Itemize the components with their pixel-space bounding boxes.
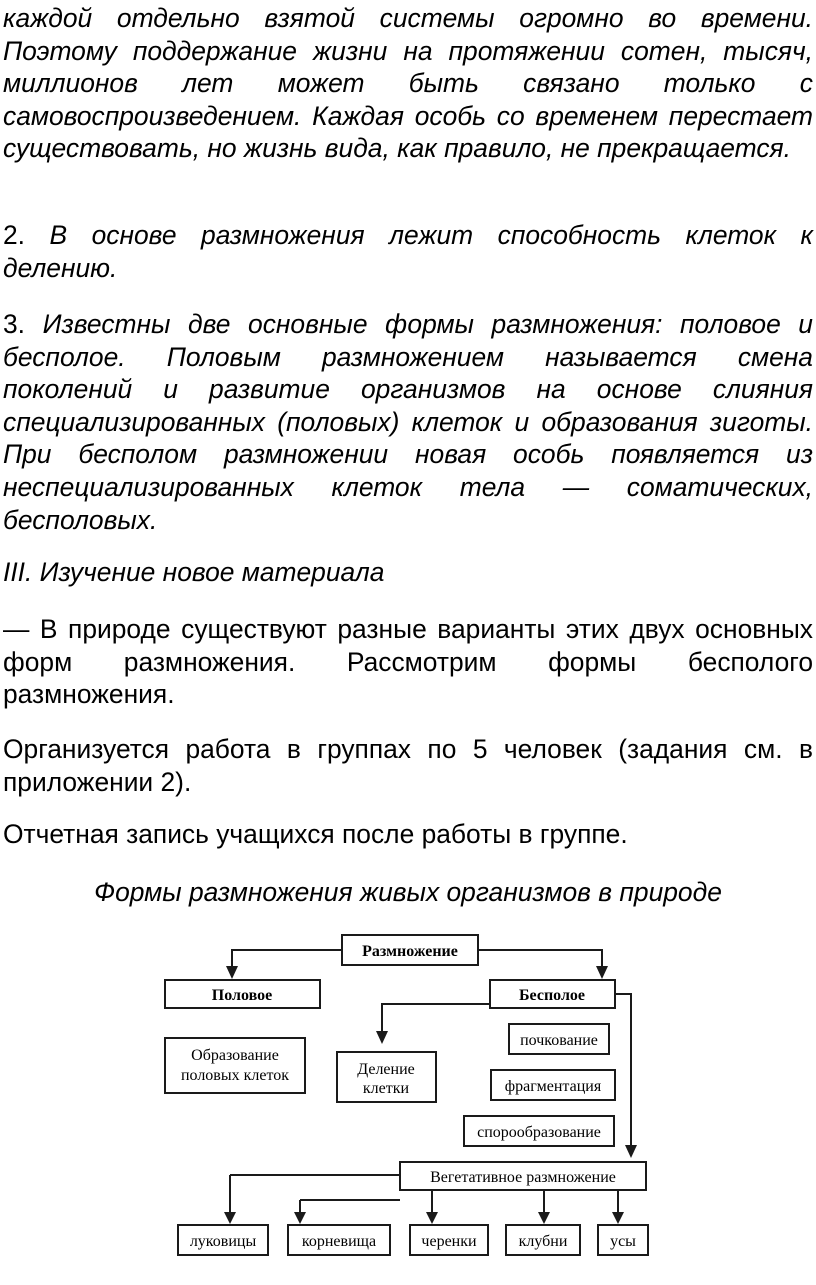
paragraph-intro: — В природе существуют разные варианты этих двух основных форм размножения. Рассмотрим формы бесполого размножения. (3, 614, 813, 710)
node-sexual-label: Половое (211, 987, 273, 1004)
node-reproduction-label: Размножение (362, 943, 458, 960)
node-gametes (165, 1038, 305, 1093)
node-runners (598, 1225, 648, 1255)
node-division-label-2: клетки (362, 1080, 410, 1097)
paragraph-number: 2. (3, 220, 26, 250)
node-rhizomes (288, 1225, 390, 1255)
node-reproduction (342, 935, 478, 965)
node-bulbs-label: луковицы (189, 1233, 257, 1250)
node-cuttings (410, 1225, 488, 1255)
node-gametes-label-1: Образование (191, 1047, 279, 1064)
node-sporulation (464, 1116, 614, 1146)
node-tubers (506, 1225, 580, 1255)
node-budding-label: почкование (520, 1032, 598, 1049)
node-cuttings-label: черенки (421, 1233, 477, 1250)
node-sexual (165, 980, 320, 1008)
node-division-label-1: Деление (357, 1061, 415, 1078)
node-fragmentation-label: фрагментация (504, 1078, 602, 1095)
node-fragmentation (491, 1070, 615, 1100)
paragraph-text: Известны две основные формы размножения: половое и бесполое. Половым размножением называется смена поколений и развитие организмов на основе слияния специализированных (половых) клеток и образования зиготы. При бесполом размножении новая особь появляется из неспециализированных клеток тела — соматических, бесполовых. (3, 309, 813, 535)
node-tubers-label: клубни (518, 1233, 568, 1250)
node-runners-label: усы (610, 1233, 636, 1250)
node-gametes-label-2: половых клеток (180, 1067, 290, 1084)
paragraph-report: Отчетная запись учащихся после работы в группе. (3, 819, 628, 849)
node-vegetative (400, 1162, 646, 1190)
node-sporulation-label: спорообразование (477, 1124, 601, 1141)
node-rhizomes-label: корневища (301, 1233, 377, 1250)
paragraph-number: 3. (3, 309, 26, 339)
node-bulbs (178, 1225, 268, 1255)
node-asexual (490, 980, 615, 1008)
diagram-caption: Формы размножения живых организмов в природе (94, 877, 722, 907)
node-asexual-label: Бесполое (518, 987, 586, 1004)
paragraph-group-work: Организуется работа в группах по 5 человек (задания см. в приложении 2). (3, 734, 813, 797)
section-heading: III. Изучение новое материала (3, 557, 385, 587)
paragraph-self-reproduction: каждой отдельно взятой системы огромно во времени. Поэтому поддержание жизни на протяжении сотен, тысяч, миллионов лет может быть связано только с самовоспроизведением. Каждая особь со временем перестает существовать, но жизнь вида, как правило, не прекращается. (3, 3, 813, 164)
node-cell-division (337, 1052, 436, 1102)
node-budding (509, 1024, 609, 1054)
node-vegetative-label: Вегетативное размножение (430, 1169, 616, 1186)
paragraph-text: В основе размножения лежит способность клеток к делению. (3, 220, 813, 283)
